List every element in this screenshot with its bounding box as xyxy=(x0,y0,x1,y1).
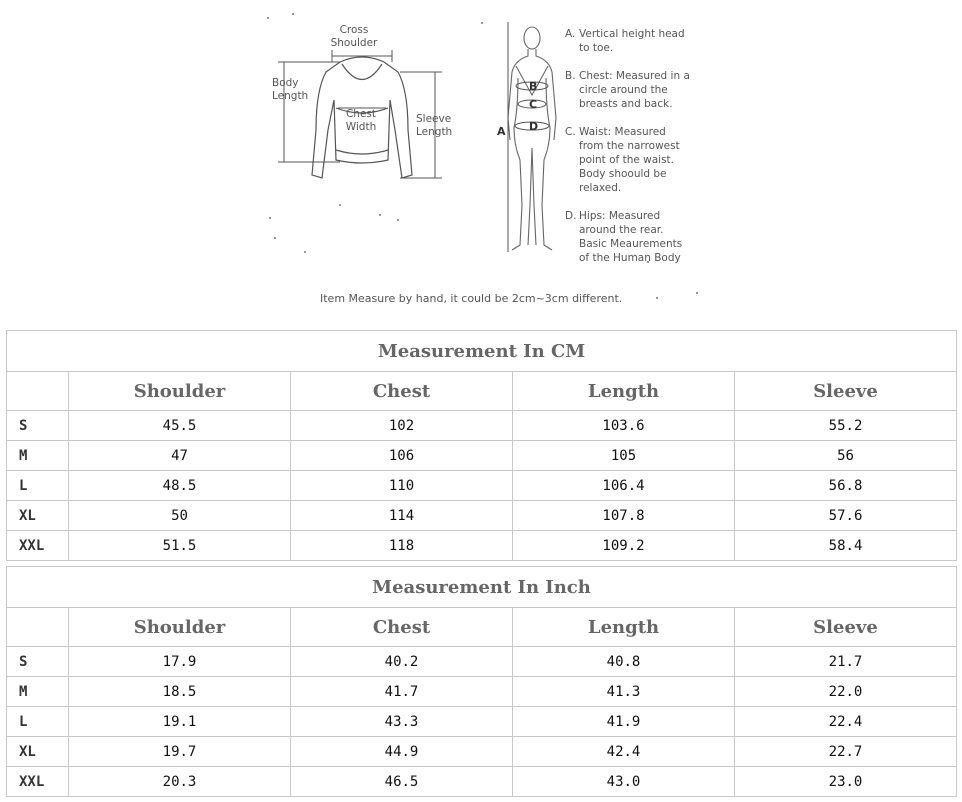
note-d-rest: around the rear. Basic Meaurements of the Human Body xyxy=(579,224,683,264)
sleeve-cell: 57.6 xyxy=(735,501,957,531)
shoulder-cell: 48.5 xyxy=(69,471,291,501)
chest-cell: 110 xyxy=(291,471,513,501)
sleeve-cell: 22.7 xyxy=(735,737,957,767)
note-c-first: Waist: Measured xyxy=(579,126,666,138)
cm-table-title: Measurement In CM xyxy=(7,331,957,372)
cm-header-corner xyxy=(7,372,69,411)
cm-header-row xyxy=(7,372,957,411)
table-row xyxy=(7,441,957,471)
shoulder-cell: 19.7 xyxy=(69,737,291,767)
inch-header-chest: Chest xyxy=(291,608,513,647)
chest-cell: 106 xyxy=(291,441,513,471)
chest-cell: 44.9 xyxy=(291,737,513,767)
length-cell: 43.0 xyxy=(513,767,735,797)
measure-footnote: Item Measure by hand, it could be 2cm~3cm different. xyxy=(320,292,623,305)
note-a xyxy=(565,27,705,55)
size-cell: L xyxy=(7,471,69,501)
size-cell: S xyxy=(7,411,69,441)
note-d-first: Hips: Measured xyxy=(579,210,661,222)
sleeve-length-label-2: Length xyxy=(416,126,453,138)
length-cell: 41.3 xyxy=(513,677,735,707)
note-d xyxy=(565,209,691,265)
length-cell: 105 xyxy=(513,441,735,471)
inch-header-sleeve: Sleeve xyxy=(735,608,957,647)
note-b-key: B. xyxy=(565,70,576,82)
size-cell: XXL xyxy=(7,767,69,797)
size-cell: XXL xyxy=(7,531,69,561)
cm-header-shoulder: Shoulder xyxy=(69,372,291,411)
sleeve-cell: 58.4 xyxy=(735,531,957,561)
chest-cell: 46.5 xyxy=(291,767,513,797)
chest-width-label-1: Chest xyxy=(345,108,377,120)
note-b-rest: circle around the breasts and back. xyxy=(579,84,673,110)
shoulder-cell: 18.5 xyxy=(69,677,291,707)
table-row xyxy=(7,471,957,501)
length-cell: 106.4 xyxy=(513,471,735,501)
sleeve-cell: 56.8 xyxy=(735,471,957,501)
cross-shoulder-label-1: Cross xyxy=(339,24,369,36)
shoulder-cell: 17.9 xyxy=(69,647,291,677)
size-cell: S xyxy=(7,647,69,677)
table-row xyxy=(7,767,957,797)
size-cell: XL xyxy=(7,501,69,531)
size-cell: M xyxy=(7,677,69,707)
inch-size-table xyxy=(6,566,957,797)
shoulder-cell: 51.5 xyxy=(69,531,291,561)
table-row xyxy=(7,531,957,561)
note-a-rest: to toe. xyxy=(579,42,614,54)
size-cell: XL xyxy=(7,737,69,767)
note-c-rest: from the narrowest point of the waist. Body shoould be relaxed. xyxy=(579,140,680,194)
sleeve-cell: 23.0 xyxy=(735,767,957,797)
sleeve-cell: 55.2 xyxy=(735,411,957,441)
shoulder-cell: 50 xyxy=(69,501,291,531)
chest-width-label-2: Width xyxy=(345,121,377,133)
cm-header-chest: Chest xyxy=(291,372,513,411)
shoulder-cell: 45.5 xyxy=(69,411,291,441)
length-cell: 42.4 xyxy=(513,737,735,767)
length-cell: 107.8 xyxy=(513,501,735,531)
size-diagram xyxy=(0,0,962,325)
inch-table-title: Measurement In Inch xyxy=(7,567,957,608)
chest-cell: 102 xyxy=(291,411,513,441)
sleeve-length-label-1: Sleeve xyxy=(416,113,452,125)
size-cell: L xyxy=(7,707,69,737)
body-letter-c: C xyxy=(529,98,538,111)
chest-cell: 118 xyxy=(291,531,513,561)
body-figure xyxy=(508,27,556,250)
inch-header-length: Length xyxy=(513,608,735,647)
inch-header-row xyxy=(7,608,957,647)
body-letter-d: D xyxy=(529,120,539,133)
body-letter-a: A xyxy=(497,125,506,138)
inch-header-shoulder: Shoulder xyxy=(69,608,291,647)
note-c xyxy=(565,125,683,195)
sleeve-cell: 22.4 xyxy=(735,707,957,737)
shoulder-cell: 47 xyxy=(69,441,291,471)
note-b xyxy=(565,69,695,111)
length-cell: 109.2 xyxy=(513,531,735,561)
sleeve-cell: 56 xyxy=(735,441,957,471)
table-row xyxy=(7,501,957,531)
body-length-label-1: Body xyxy=(272,77,299,89)
note-a-first: Vertical height head xyxy=(579,28,685,40)
body-letter-b: B xyxy=(529,80,538,93)
size-cell: M xyxy=(7,441,69,471)
cm-header-length: Length xyxy=(513,372,735,411)
length-cell: 40.8 xyxy=(513,647,735,677)
note-d-key: D. xyxy=(565,210,577,222)
shoulder-cell: 19.1 xyxy=(69,707,291,737)
length-cell: 41.9 xyxy=(513,707,735,737)
length-cell: 103.6 xyxy=(513,411,735,441)
diagram-drawing xyxy=(0,0,962,325)
chest-cell: 40.2 xyxy=(291,647,513,677)
table-row xyxy=(7,411,957,441)
shoulder-cell: 20.3 xyxy=(69,767,291,797)
sleeve-cell: 21.7 xyxy=(735,647,957,677)
note-c-key: C. xyxy=(565,126,576,138)
note-b-first: Chest: Measured in a xyxy=(579,70,690,82)
inch-header-corner xyxy=(7,608,69,647)
cross-shoulder-label-2: Shoulder xyxy=(330,37,378,49)
note-a-key: A. xyxy=(565,28,576,40)
cm-size-table xyxy=(6,330,957,561)
table-row xyxy=(7,647,957,677)
chest-cell: 41.7 xyxy=(291,677,513,707)
table-row xyxy=(7,707,957,737)
sleeve-cell: 22.0 xyxy=(735,677,957,707)
cm-header-sleeve: Sleeve xyxy=(735,372,957,411)
table-row xyxy=(7,737,957,767)
chest-cell: 43.3 xyxy=(291,707,513,737)
chest-cell: 114 xyxy=(291,501,513,531)
table-row xyxy=(7,677,957,707)
body-length-label-2: Length xyxy=(272,90,309,102)
